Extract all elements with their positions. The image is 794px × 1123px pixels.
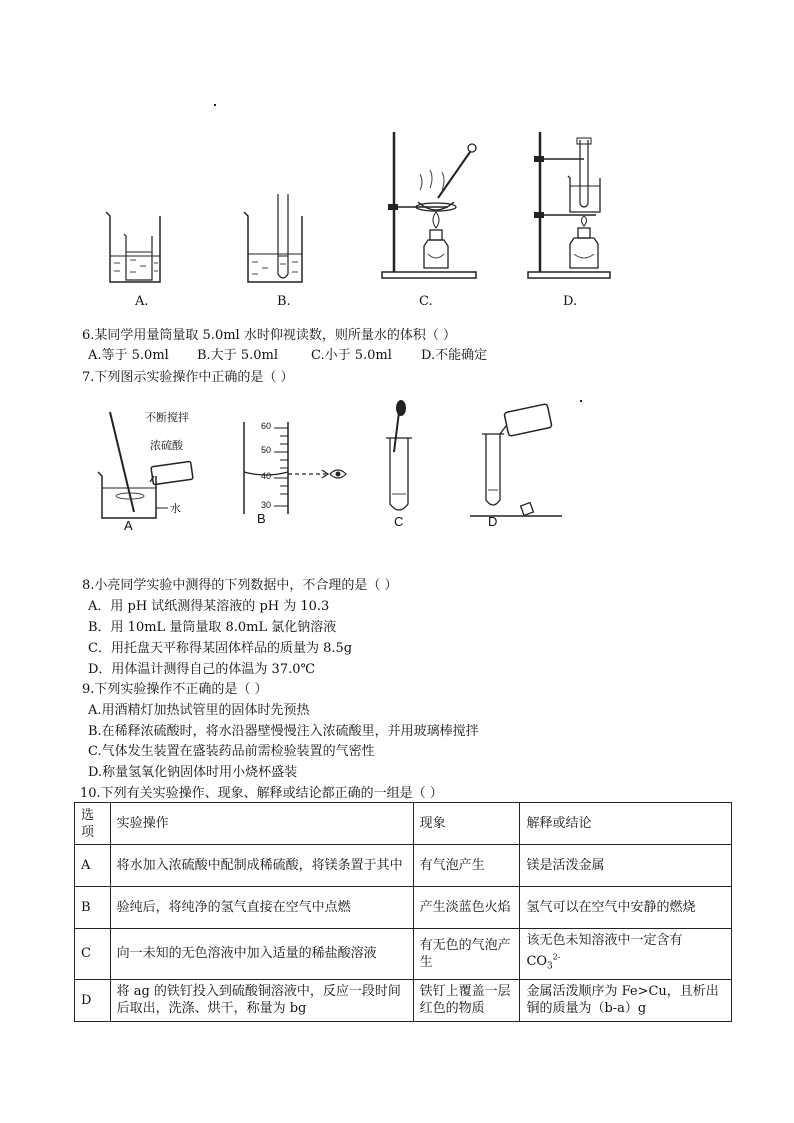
q8-option-b: B．用 10mL 量筒量取 8.0mL 氯化钠溶液	[88, 620, 337, 635]
q8-option-d: D．用体温计测得自己的体温为 37.0℃	[88, 662, 316, 677]
row-conclusion: 镁是活泼金属	[520, 845, 732, 887]
q9-option-d: D.称量氢氧化钠固体时用小烧杯盛装	[88, 765, 298, 780]
row-phenomenon: 铁钉上覆盖一层红色的物质	[413, 979, 520, 1021]
figure-a-label: A.	[135, 294, 149, 309]
q7-figure-d-pouring	[466, 400, 566, 520]
row-phenomenon: 产生淡蓝色火焰	[413, 887, 520, 929]
row-operation: 将 ag 的铁钉投入到硫酸铜溶液中，反应一段时间后取出，洗涤、烘干，称量为 bg	[110, 979, 413, 1021]
row-conclusion: 金属活泼顺序为 Fe>Cu，且析出铜的质量为（b-a）g	[520, 979, 732, 1021]
q7-a-label-water: 水	[170, 502, 181, 515]
stray-dot	[214, 104, 216, 106]
table-row	[75, 845, 732, 887]
q6-option-a: A.等于 5.0ml	[88, 348, 169, 363]
row-operation: 验纯后，将纯净的氢气直接在空气中点燃	[110, 887, 413, 929]
figure-d-water-bath-setup	[524, 126, 614, 280]
header-operation: 实验操作	[110, 803, 413, 845]
q7-a-letter: A	[124, 518, 133, 533]
figure-c-evaporation-setup	[380, 128, 480, 280]
row-phenomenon: 有无色的气泡产生	[413, 929, 520, 980]
q10-table	[74, 802, 732, 1022]
table-row	[75, 929, 732, 980]
row-phenomenon: 有气泡产生	[413, 845, 520, 887]
carbonate-formula: $CO_3^{2-}$	[526, 953, 561, 972]
row-key: D	[75, 979, 111, 1021]
q7-b-letter: B	[257, 511, 266, 526]
q6-stem: 6.某同学用量筒量取 5.0ml 水时仰视读数，则所量水的体积（ ）	[82, 328, 456, 343]
q6-option-c: C.小于 5.0ml	[311, 348, 392, 363]
figure-c-label: C.	[419, 294, 433, 309]
q7-stem: 7.下列图示实验操作中正确的是（ ）	[82, 370, 294, 385]
q9-stem: 9.下列实验操作不正确的是（ ）	[82, 682, 268, 697]
q7-c-letter: C	[394, 514, 404, 529]
q9-option-b: B.在稀释浓硫酸时，将水沿器壁慢慢注入浓硫酸里，并用玻璃棒搅拌	[88, 724, 479, 739]
stray-dot	[580, 400, 582, 402]
q9-option-c: C.气体发生装置在盛装药品前需检验装置的气密性	[88, 744, 375, 759]
figure-d-label: D.	[563, 294, 578, 309]
q7-a-label-acid: 浓硫酸	[150, 439, 183, 452]
q7-figure-c-dropper	[380, 400, 420, 516]
q7-b-tick-30: 30	[261, 500, 272, 510]
q7-b-tick-40: 40	[261, 471, 272, 481]
row-key: C	[75, 929, 111, 980]
q7-d-letter: D	[488, 514, 498, 529]
q6-option-b: B.大于 5.0ml	[197, 348, 278, 363]
q7-figure-a-dilution	[94, 408, 204, 524]
q8-option-a: A．用 pH 试纸测得某溶液的 pH 为 10.3	[88, 599, 330, 614]
header-conclusion: 解释或结论	[520, 803, 732, 845]
q7-figure-b-cylinder-reading	[230, 420, 360, 516]
figure-a-beaker-in-beaker	[100, 208, 170, 288]
row-key: A	[75, 845, 111, 887]
q6-option-d: D.不能确定	[421, 348, 488, 363]
table-row	[75, 887, 732, 929]
row-operation: 向一未知的无色溶液中加入适量的稀盐酸溶液	[110, 929, 413, 980]
figure-b-label: B.	[277, 294, 291, 309]
table-row	[75, 979, 732, 1021]
q7-a-label-stir: 不断搅拌	[145, 411, 189, 424]
header-phenomenon: 现象	[413, 803, 520, 845]
q7-b-tick-60: 60	[261, 421, 272, 431]
q9-option-a: A.用酒精灯加热试管里的固体时先预热	[88, 703, 310, 718]
row-conclusion: 氢气可以在空气中安静的燃烧	[520, 887, 732, 929]
q8-option-c: C．用托盘天平称得某固体样品的质量为 8.5g	[88, 641, 353, 656]
q7-b-tick-50: 50	[261, 445, 272, 455]
row-operation: 将水加入浓硫酸中配制成稀硫酸，将镁条置于其中	[110, 845, 413, 887]
figure-b-beaker-with-test-tube	[240, 192, 310, 288]
q10-stem: 10.下列有关实验操作、现象、解释或结论都正确的一组是（ ）	[80, 786, 443, 801]
q8-stem: 8.小亮同学实验中测得的下列数据中，不合理的是（ ）	[82, 578, 398, 593]
table-header-row	[75, 803, 732, 845]
row-conclusion: 该无色未知溶液中一定含有 $CO_3^{2-}$	[520, 929, 732, 980]
header-option: 选 项	[75, 803, 111, 845]
row-key: B	[75, 887, 111, 929]
